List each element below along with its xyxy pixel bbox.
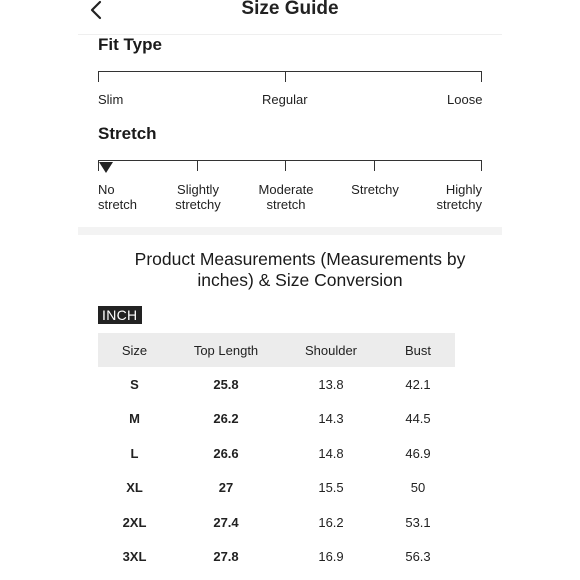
cell-size: 3XL	[122, 549, 147, 565]
fit-type-tick	[285, 71, 286, 82]
cell-top-length: 26.2	[213, 411, 239, 427]
size-table	[98, 333, 455, 574]
cell-bust: 53.1	[405, 514, 431, 530]
fit-type-label-regular: Regular	[262, 92, 308, 107]
stretch-label-slightly-stretchy: Slightly stretchy	[175, 182, 221, 212]
cell-top-length: 25.8	[213, 376, 239, 392]
measurements-title: Product Measurements (Measurements by inches) & Size Conversion	[134, 249, 466, 290]
cell-bust: 50	[410, 480, 426, 496]
cell-top-length: 26.6	[213, 445, 239, 461]
cell-shoulder: 14.8	[318, 445, 344, 461]
cell-size: XL	[126, 480, 143, 496]
unit-badge-inch[interactable]: INCH	[98, 306, 142, 324]
fit-type-label-slim: Slim	[98, 92, 124, 107]
table-row	[98, 471, 455, 506]
stretch-label-highly-stretchy: Highly stretchy	[436, 182, 482, 212]
table-row	[98, 367, 455, 402]
cell-shoulder: 16.2	[318, 514, 344, 530]
table-row	[98, 436, 455, 471]
stretch-title: Stretch	[98, 124, 157, 143]
fit-type-scale-line	[98, 71, 482, 72]
stretch-tick	[285, 160, 286, 171]
cell-shoulder: 16.9	[318, 549, 344, 565]
cell-top-length: 27.4	[213, 514, 239, 530]
cell-top-length: 27	[218, 480, 234, 496]
cell-size: S	[130, 376, 139, 392]
fit-type-tick	[98, 71, 99, 82]
table-row	[98, 402, 455, 437]
cell-shoulder: 15.5	[318, 480, 344, 496]
measurements-panel	[78, 235, 502, 580]
table-header-row	[98, 333, 455, 367]
cell-top-length: 27.8	[213, 549, 239, 565]
stretch-label-no-stretch: No stretch	[98, 182, 138, 212]
stretch-tick	[374, 160, 375, 171]
cell-size: 2XL	[122, 514, 147, 530]
cell-size: M	[129, 411, 140, 427]
stretch-tick	[481, 160, 482, 171]
stretch-label-stretchy: Stretchy	[351, 182, 399, 197]
column-header-shoulder: Shoulder	[281, 333, 381, 367]
column-header-size: Size	[98, 333, 171, 367]
section-divider	[78, 227, 502, 235]
column-header-top-length: Top Length	[171, 333, 281, 367]
stretch-scale-line	[98, 160, 482, 161]
fit-type-tick	[481, 71, 482, 82]
cell-bust: 56.3	[405, 549, 431, 565]
stretch-tick	[197, 160, 198, 171]
cell-bust: 42.1	[405, 376, 431, 392]
table-row	[98, 540, 455, 575]
cell-bust: 46.9	[405, 445, 431, 461]
cell-shoulder: 14.3	[318, 411, 344, 427]
cell-bust: 44.5	[405, 411, 431, 427]
fit-stretch-panel	[78, 34, 502, 227]
cell-size: L	[130, 445, 139, 461]
column-header-bust: Bust	[381, 333, 455, 367]
page-title: Size Guide	[241, 0, 339, 19]
fit-type-label-loose: Loose	[447, 92, 483, 107]
stretch-label-moderate-stretch: Moderate stretch	[258, 182, 314, 212]
header-bar	[78, 0, 502, 30]
stretch-selected-marker	[99, 162, 113, 173]
table-row	[98, 505, 455, 540]
cell-shoulder: 13.8	[318, 376, 344, 392]
fit-type-title: Fit Type	[98, 35, 162, 54]
